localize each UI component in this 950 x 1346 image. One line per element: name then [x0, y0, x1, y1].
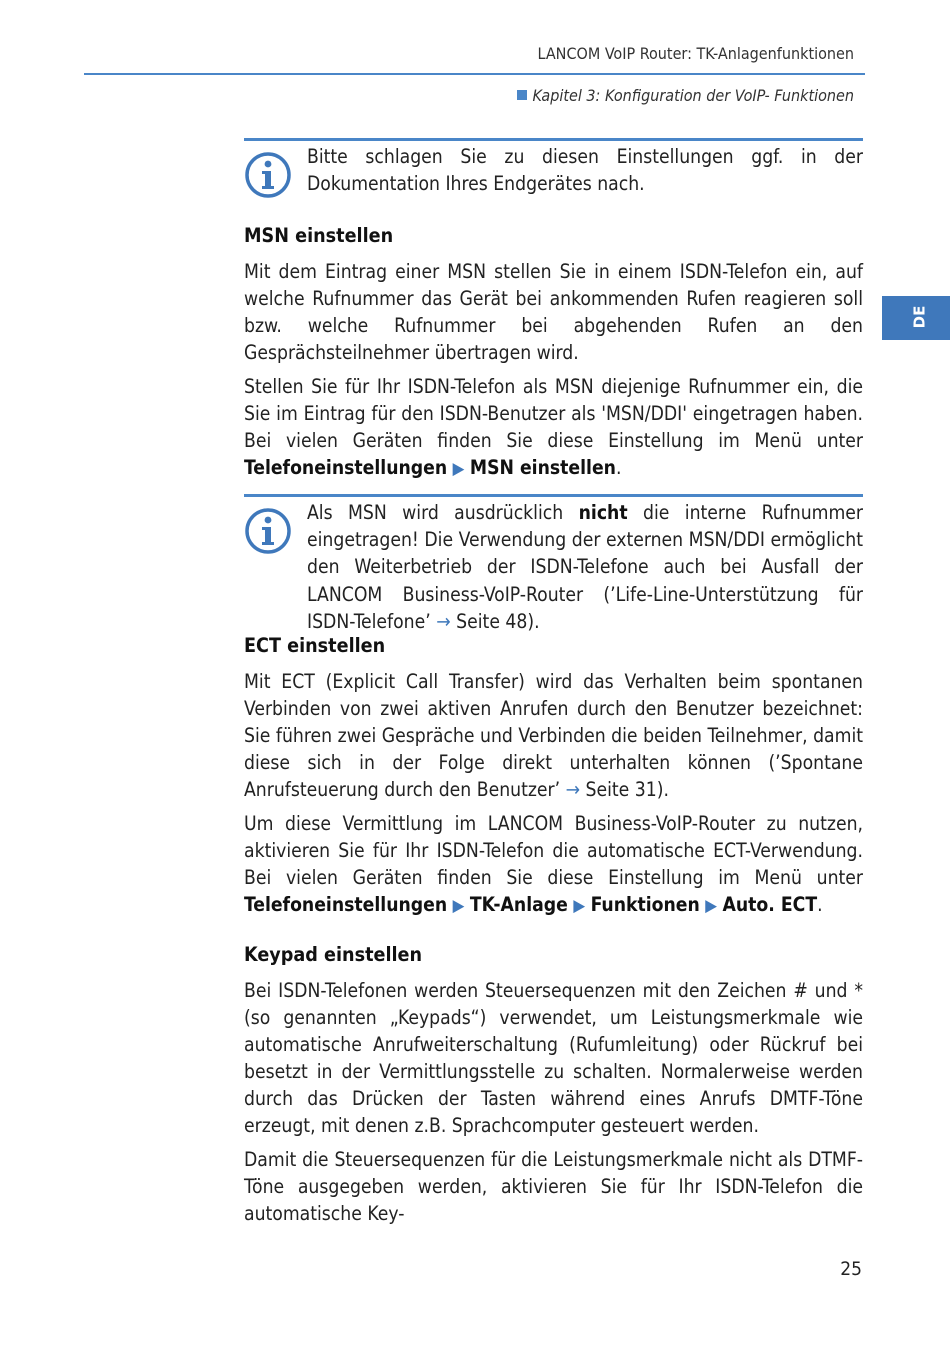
header-rule — [84, 73, 865, 75]
arrow-right-icon: → — [565, 778, 581, 802]
note-2-emphasis: nicht — [578, 501, 628, 524]
ect-paragraph-2 — [244, 810, 863, 920]
msn-paragraph-1: Mit dem Eintrag einer MSN stellen Sie in einem ISDN-Telefon ein, auf welche Rufnummer das Gerät bei ankommenden Rufen reagieren soll bzw. welche Rufnummer bei abgehenden Rufen an den Gesprächsteilnehmer übertragen wird. — [244, 260, 863, 365]
chapter-square-icon — [517, 90, 527, 100]
page-reference-link[interactable]: Seite 48). — [450, 609, 540, 633]
msn-paragraph-2-text: Stellen Sie für Ihr ISDN-Telefon als MSN diejenige Rufnummer ein, die Sie im Eintrag für den ISDN-Benutzer als 'MSN/DDI' eingetragen haben. Bei vielen Geräten finden Sie diese Einstellung im Menü unter — [244, 375, 863, 453]
info-note-2-text — [307, 499, 863, 635]
heading-keypad: Keypad einstellen — [244, 943, 423, 966]
arrow-right-icon: → — [436, 609, 451, 633]
ect-paragraph-1 — [244, 668, 863, 803]
info-note-2 — [244, 494, 863, 633]
info-icon — [244, 507, 292, 555]
triangle-right-icon: ▶ — [452, 896, 465, 917]
menu-path-telefoneinstellungen: Telefoneinstellungen — [244, 456, 448, 480]
triangle-right-icon: ▶ — [573, 896, 586, 917]
menu-path-auto-ect: Auto. ECT — [722, 893, 818, 917]
triangle-right-icon: ▶ — [452, 459, 465, 480]
chapter-label: Kapitel 3: Konfiguration der VoIP- Funktionen — [532, 86, 854, 105]
keypad-paragraph-2: Damit die Steuersequenzen für die Leistungsmerkmale nicht als DTMF-Töne ausgegeben werden, aktivieren Sie für Ihr ISDN-Telefon die automatische Key- — [244, 1148, 863, 1226]
heading-ect: ECT einstellen — [244, 634, 386, 657]
msn-paragraph-2-end: . — [615, 456, 622, 480]
header-title: LANCOM VoIP Router: TK-Anlagenfunktionen — [537, 44, 854, 63]
menu-path-tk-anlage: TK-Anlage — [469, 893, 568, 917]
menu-path-funktionen: Funktionen — [590, 893, 700, 917]
triangle-right-icon: ▶ — [705, 896, 718, 917]
note-2-text-a: Als MSN wird ausdrücklich — [307, 501, 579, 524]
note-2-text-b: die interne Rufnummer eingetragen! Die Verwendung der externen MSN/DDI ermöglicht den Weiterbetrieb der ISDN-Telefone auch bei Ausfall der LANCOM Business-VoIP-Router (’Life-Line-Unterstützung für ISDN-Telefone’ — [307, 501, 863, 633]
info-note-1 — [244, 138, 863, 211]
heading-msn: MSN einstellen — [244, 224, 394, 247]
page-reference-link[interactable]: Seite 31). — [580, 778, 669, 802]
language-tab-label: DE — [910, 305, 929, 329]
language-tab — [882, 296, 950, 340]
info-icon — [244, 151, 292, 199]
keypad-paragraph-1: Bei ISDN-Telefonen werden Steuersequenzen mit den Zeichen # und * (so genannten „Keypads“) verwendet, um Leistungsmerkmale wie automatische Anrufweiterschaltung (Rufumleitung) oder Rückruf bei besetzt in der Vermittlungsstelle zu schalten. Normalerweise werden durch das Drücken der Tasten während eines Anrufs DMTF-Töne erzeugt, mit denen z.B. Sprachcomputer gesteuert werden. — [244, 979, 863, 1138]
menu-path-telefoneinstellungen: Telefoneinstellungen — [244, 893, 448, 917]
page-number: 25 — [840, 1258, 862, 1280]
msn-paragraph-2 — [244, 373, 863, 483]
ect-paragraph-1-text: Mit ECT (Explicit Call Transfer) wird das Verhalten beim spontanen Verbinden von zwei aktiven Anrufen durch den Benutzer bezeichnet: Sie führen zwei Gespräche und Verbinden die beiden Teilnehmer, damit diese sich in der Folge direkt unterhalten können (’Spontane Anrufsteuerung durch den Benutzer’ — [244, 670, 863, 802]
menu-path-msn-einstellen: MSN einstellen — [469, 456, 616, 480]
info-note-1-text: Bitte schlagen Sie zu diesen Einstellungen ggf. in der Dokumentation Ihres Endgerätes nach. — [307, 145, 863, 196]
header-chapter — [517, 86, 855, 105]
ect-paragraph-2-text: Um diese Vermittlung im LANCOM Business-VoIP-Router zu nutzen, aktivieren Sie für Ihr ISDN-Telefon die automatische ECT-Verwendung. Bei vielen Geräten finden Sie diese Einstellung im Menü unter — [244, 812, 863, 890]
ect-paragraph-2-end: . — [817, 893, 823, 917]
